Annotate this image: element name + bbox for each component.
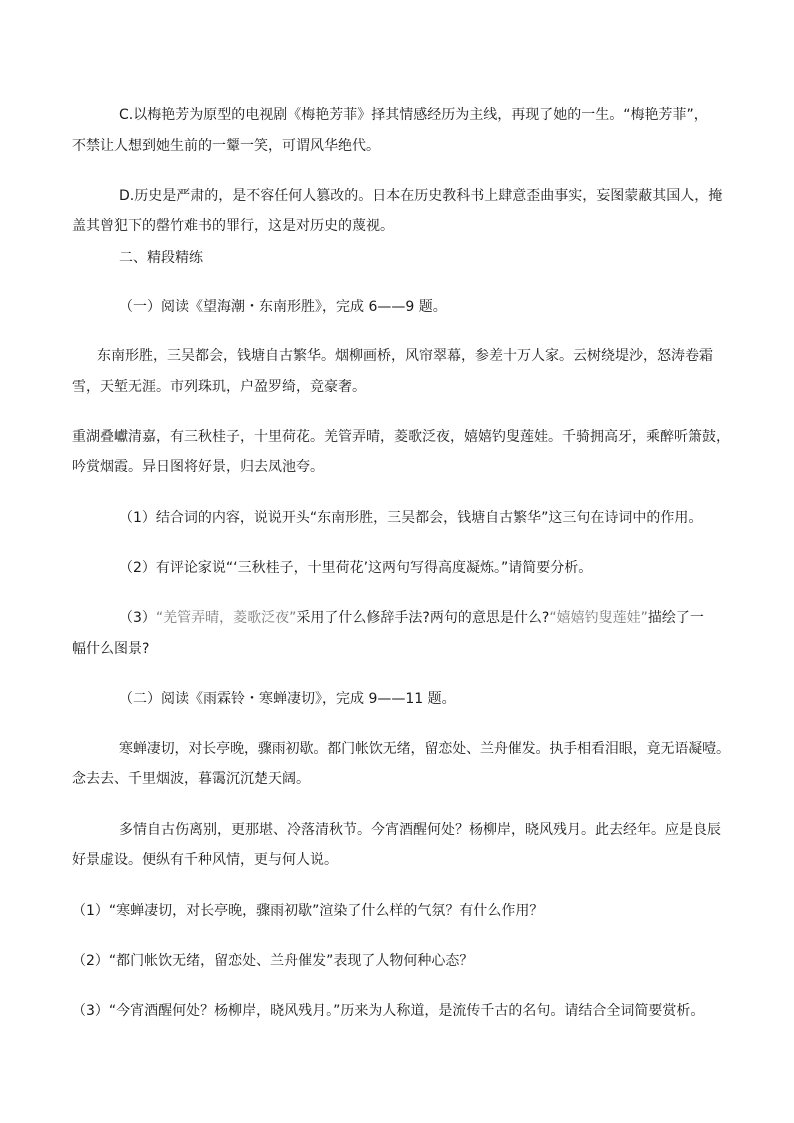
- poem2-line2: 念去去、千里烟波，暮霭沉沉楚天阔。: [72, 771, 310, 787]
- poem1-line4: 吟赏烟霞。异日图将好景，归去凤池夸。: [72, 459, 324, 475]
- question-3-quote-a: “羌管弄晴，菱歌泛夜”: [155, 610, 297, 626]
- poem2-line3: 多情自古伤离别，更那堪、冷落清秋节。今宵酒醒何处？杨柳岸，晓风残月。此去经年。应是良辰: [119, 822, 721, 838]
- question-1: （1）结合词的内容，说说开头“东南形胜，三吴都会，钱塘自古繁华”这三句在诗词中的作用。: [119, 510, 703, 526]
- question-3-text-a: 采用了什么修辞手法?两句的意思是什么?: [296, 610, 550, 626]
- question-6: （3）“今宵酒醒何处？杨柳岸，晓风残月。”历来为人称道，是流传千古的名句。请结合全词简要赏析。: [72, 1003, 705, 1019]
- poem1-line2: 雪，天堑无涯。市列珠玑，户盈罗绮，竞豪奢。: [72, 379, 366, 395]
- question-3-quote-b: “嬉嬉钓叟莲娃”: [549, 610, 648, 626]
- question-3-text-b: 描绘了一: [647, 610, 704, 626]
- question-4: （1）“寒蝉凄切，对长亭晚，骤雨初歇”渲染了什么样的气氛？有什么作用？: [72, 903, 544, 919]
- option-c-line2: 不禁让人想到她生前的一颦一笑，可谓风华绝代。: [72, 138, 380, 154]
- question-5: （2）“都门帐饮无绪，留恋处、兰舟催发”表现了人物何种心态？: [72, 953, 474, 969]
- poem1-line3: 重湖叠巘清嘉，有三秋桂子，十里荷花。羌管弄晴，菱歌泛夜，嬉嬉钓叟莲娃。千骑拥高牙，乘醉听箫鼓，: [72, 429, 730, 445]
- question-2: （2）有评论家说“‘三秋桂子，十里荷花’这两句写得高度凝炼。”请简要分析。: [119, 560, 593, 576]
- option-c-line1: C.以梅艳芳为原型的电视剧《梅艳芳菲》择其情感经历为主线，再现了她的一生。“梅艳芳菲”，: [119, 107, 708, 123]
- part2-title: （二）阅读《雨霖铃・寒蝉凄切》，完成 9——11 题。: [119, 691, 456, 707]
- section-heading: 二、精段精练: [119, 250, 203, 266]
- question-3-line2: 幅什么图景?: [72, 641, 150, 657]
- question-3-line1: [119, 609, 704, 627]
- option-d-line2: 盖其曾犯下的罄竹难书的罪行，这是对历史的蔑视。: [72, 218, 394, 234]
- poem2-line4: 好景虚设。便纵有千种风情，更与何人说。: [72, 852, 338, 868]
- poem1-line1: 东南形胜，三吴都会，钱塘自古繁华。烟柳画桥，风帘翠幕，参差十万人家。云树绕堤沙，怒涛卷霜: [97, 348, 713, 364]
- option-d-line1: D.历史是严肃的，是不容任何人篡改的。日本在历史教科书上肆意歪曲事实，妄图蒙蔽其国人，掩: [119, 188, 723, 204]
- poem2-line1: 寒蝉凄切，对长亭晚，骤雨初歇。都门帐饮无绪，留恋处、兰舟催发。执手相看泪眼，竟无语凝噎。: [119, 741, 730, 757]
- part1-title: （一）阅读《望海潮・东南形胜》，完成 6——9 题。: [119, 299, 447, 315]
- question-3-number: （3）: [119, 610, 156, 626]
